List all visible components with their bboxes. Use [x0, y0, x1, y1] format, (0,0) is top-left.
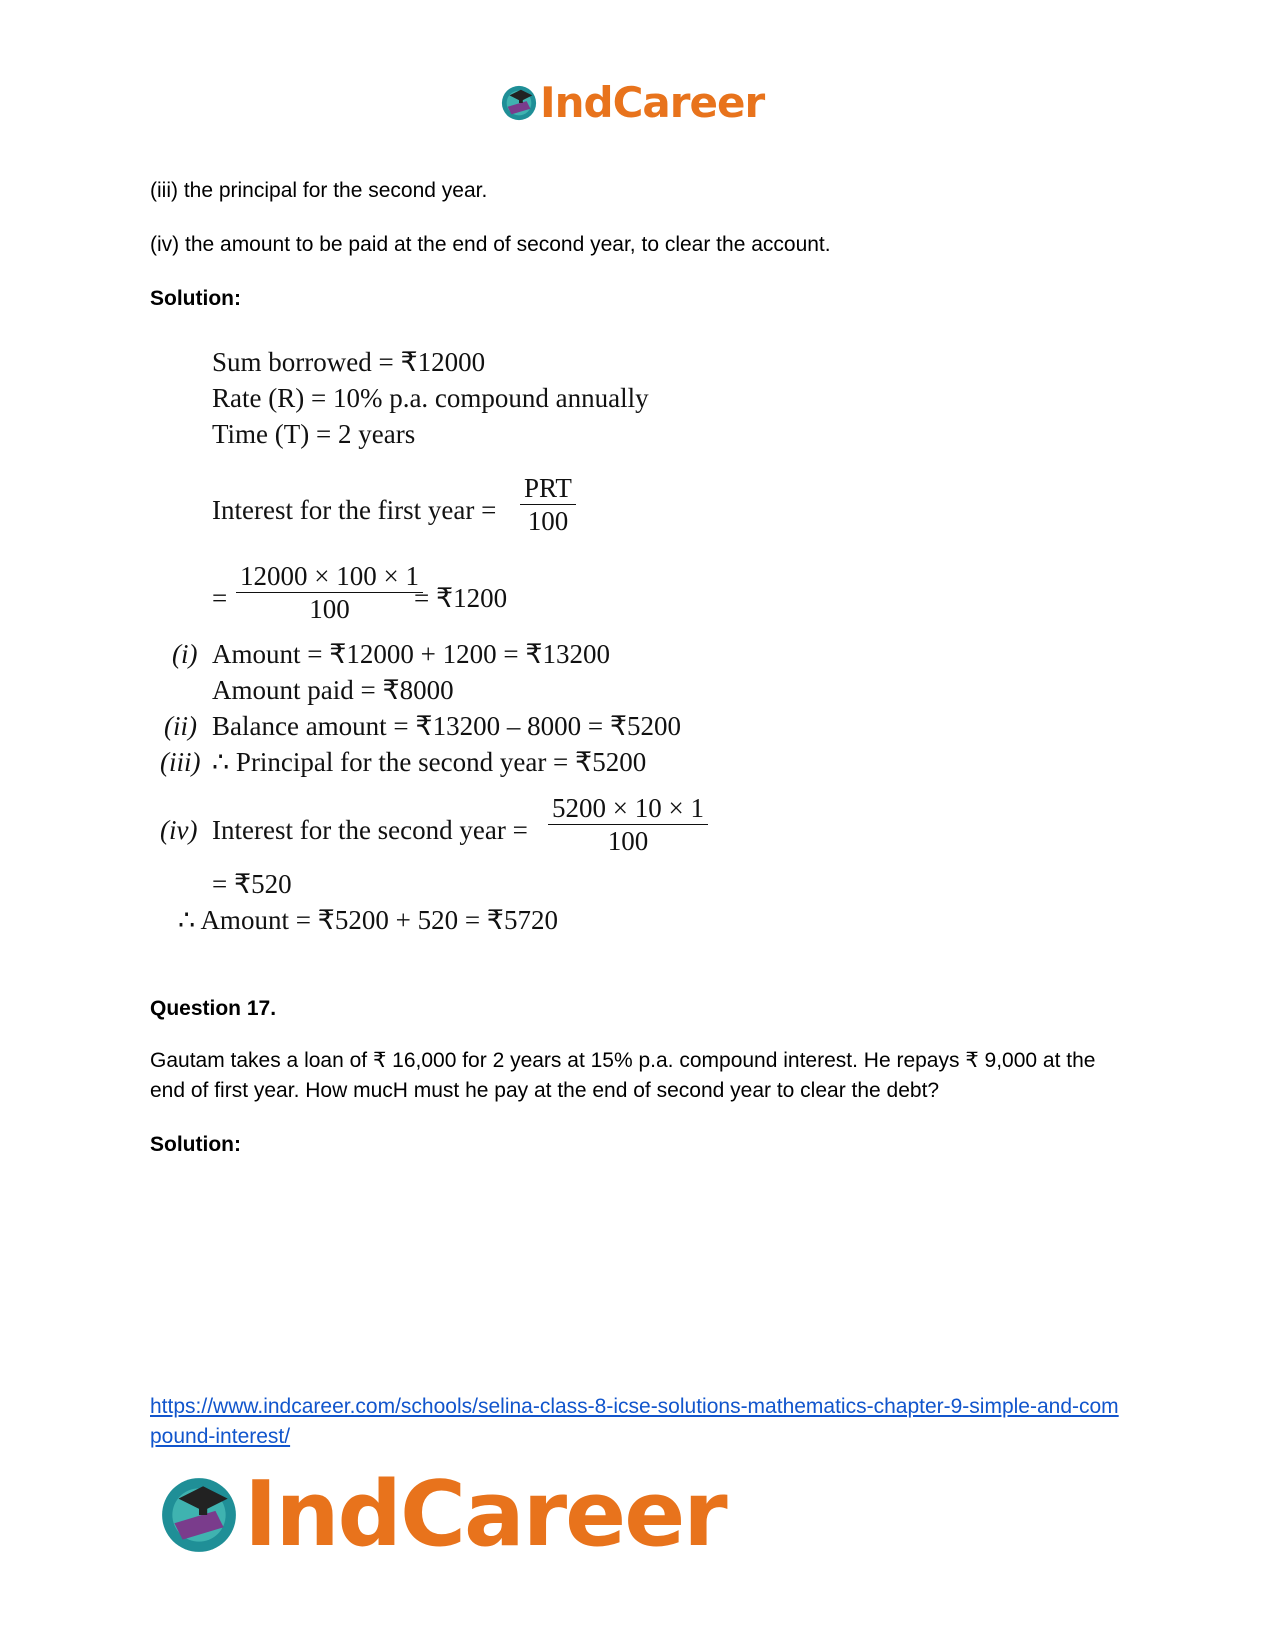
- principal-line: ∴ Principal for the second year = ₹5200: [212, 747, 647, 777]
- final-amount-line: ∴ Amount = ₹5200 + 520 = ₹5720: [178, 905, 558, 935]
- balance-line: Balance amount = ₹13200 – 8000 = ₹5200: [212, 711, 681, 741]
- solution-17-heading: Solution:: [150, 1133, 241, 1156]
- label-iii: (iii): [160, 747, 201, 777]
- label-ii: (ii): [164, 711, 197, 741]
- header-logo: [500, 78, 764, 127]
- interest-second-label: Interest for the second year =: [212, 815, 528, 845]
- fraction-denominator: 100: [520, 504, 576, 537]
- calc-equals: =: [212, 583, 228, 613]
- question-17-heading: Question 17.: [150, 997, 277, 1020]
- fraction-numerator: 5200 × 10 × 1: [552, 793, 704, 823]
- question-item-iii: (iii) the principal for the second year.: [150, 179, 488, 202]
- amount-paid-line: Amount paid = ₹8000: [212, 675, 454, 705]
- interest-second-result: = ₹520: [212, 869, 292, 899]
- fraction-numerator: 12000 × 100 × 1: [240, 561, 419, 591]
- fraction-numerator: PRT: [524, 473, 572, 503]
- fraction-denominator: 100: [548, 824, 708, 857]
- question-item-iv: (iv) the amount to be paid at the end of second year, to clear the account.: [150, 233, 831, 256]
- interest-first-label: Interest for the first year =: [212, 495, 497, 525]
- source-link[interactable]: https://www.indcareer.com/schools/selina-class-8-icse-solutions-mathematics-chapter-9-simple-and-compound-interest/: [150, 1395, 1119, 1448]
- label-iv: (iv): [160, 815, 198, 845]
- interest-first-fraction: [520, 472, 576, 537]
- logo-wordmark: IndCareer: [244, 1462, 726, 1567]
- calc-fraction: [236, 560, 423, 625]
- logo-wordmark: IndCareer: [540, 78, 765, 127]
- time-line: Time (T) = 2 years: [212, 419, 416, 449]
- fraction-denominator: 100: [236, 592, 423, 625]
- label-i: (i): [172, 639, 198, 669]
- solution-math-block: [160, 346, 720, 966]
- calc-result: = ₹1200: [414, 583, 508, 613]
- solution-heading: Solution:: [150, 287, 241, 310]
- rate-line: Rate (R) = 10% p.a. compound annually: [212, 383, 649, 413]
- interest-second-fraction: [548, 792, 708, 857]
- graduation-book-icon: [500, 84, 538, 122]
- sum-borrowed-line: Sum borrowed = ₹12000: [212, 347, 486, 377]
- question-17-text: Gautam takes a loan of ₹ 16,000 for 2 years at 15% p.a. compound interest. He repays ₹ 9,000 at the end of first year. How mucH must he pay at the end of second year to clear the debt?: [150, 1049, 1096, 1102]
- footer-logo: [158, 1462, 726, 1567]
- graduation-book-icon: [158, 1474, 240, 1556]
- amount-line: Amount = ₹12000 + 1200 = ₹13200: [212, 639, 611, 669]
